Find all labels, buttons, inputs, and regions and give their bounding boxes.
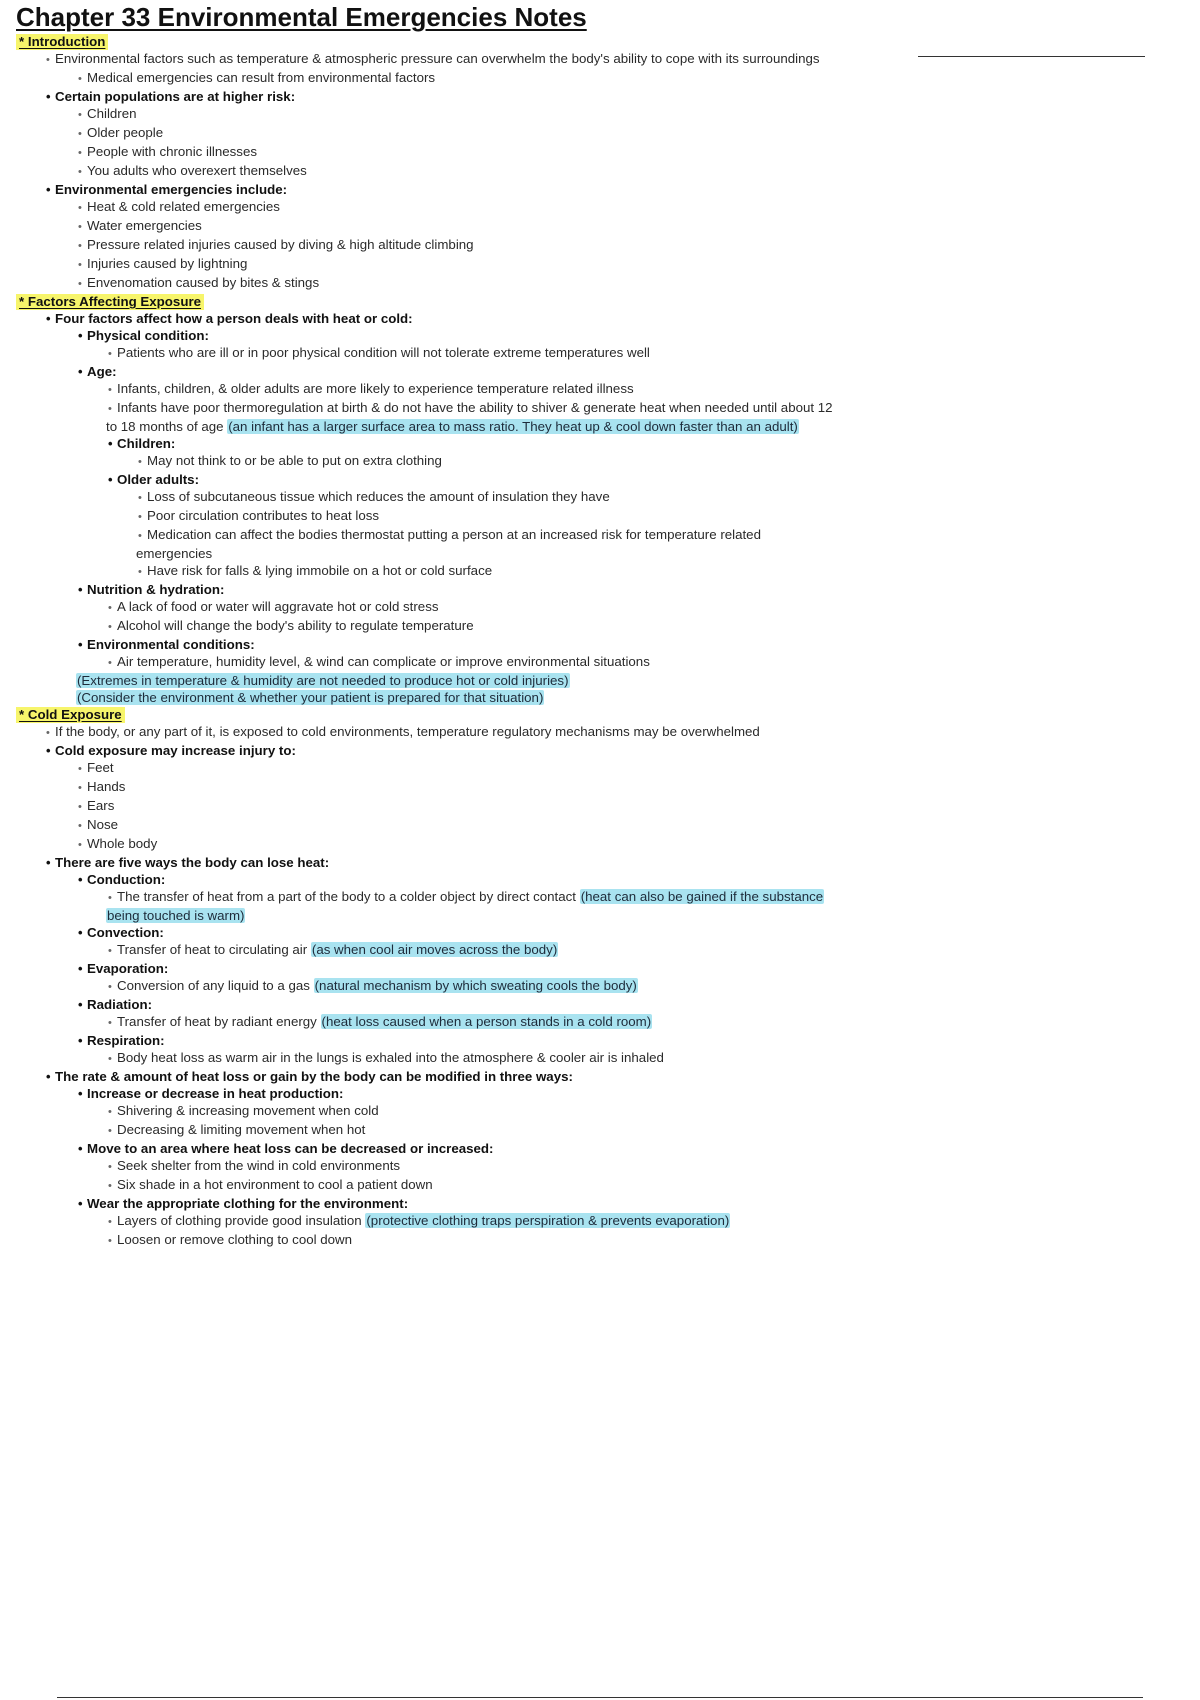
outline-item bbox=[0, 344, 1200, 363]
highlighted-note: (protective clothing traps perspiration & prevents evaporation) bbox=[366, 1213, 730, 1228]
outline-subheading bbox=[0, 581, 1200, 598]
outline-item-text: Poor circulation contributes to heat loss bbox=[147, 508, 380, 523]
outline-subheading bbox=[0, 1068, 1200, 1085]
bullet-icon: • bbox=[108, 1216, 112, 1228]
bullet-icon: • bbox=[78, 763, 82, 775]
outline-item bbox=[0, 1121, 1200, 1140]
outline-item bbox=[0, 452, 1200, 471]
outline-item-text: Convection: bbox=[87, 925, 164, 940]
bullet-icon: • bbox=[78, 73, 82, 85]
outline-subheading bbox=[0, 88, 1200, 105]
outline-subheading bbox=[0, 471, 1200, 488]
outline-item-text: Medical emergencies can result from environmental factors bbox=[87, 70, 436, 85]
section-heading-label: * Factors Affecting Exposure bbox=[16, 294, 204, 310]
outline-item-text: Six shade in a hot environment to cool a patient down bbox=[117, 1177, 433, 1192]
bullet-icon: • bbox=[138, 456, 142, 468]
bullet-icon: • bbox=[138, 566, 142, 578]
highlighted-note: (heat can also be gained if the substance bbox=[580, 889, 824, 904]
bullet-icon: • bbox=[108, 384, 112, 396]
outline-item-text: Heat & cold related emergencies bbox=[87, 199, 280, 214]
bullet-icon: • bbox=[78, 1033, 83, 1048]
outline-item-text: Cold exposure may increase injury to: bbox=[55, 743, 296, 758]
bullet-icon: • bbox=[108, 1235, 112, 1247]
outline-item bbox=[0, 598, 1200, 617]
bullet-icon: • bbox=[78, 961, 83, 976]
outline-item-text: Radiation: bbox=[87, 997, 153, 1012]
bullet-icon: • bbox=[108, 892, 112, 904]
highlighted-note: (heat loss caused when a person stands in a cold room) bbox=[321, 1014, 652, 1029]
outline-item bbox=[0, 797, 1200, 816]
outline-subheading bbox=[0, 1140, 1200, 1157]
outline-subheading bbox=[0, 1032, 1200, 1049]
outline-item-text: Pressure related injuries caused by diving & high altitude climbing bbox=[87, 237, 474, 252]
section-heading-label: * Cold Exposure bbox=[16, 707, 125, 723]
outline-item bbox=[0, 50, 1200, 69]
bullet-icon: • bbox=[78, 364, 83, 379]
bullet-icon: • bbox=[78, 128, 82, 140]
bullet-icon: • bbox=[108, 1180, 112, 1192]
bullet-icon: • bbox=[108, 472, 113, 487]
outline-item bbox=[0, 162, 1200, 181]
outline-item bbox=[0, 907, 1200, 924]
bullet-icon: • bbox=[78, 839, 82, 851]
bullet-icon: • bbox=[78, 801, 82, 813]
outline-item-text: Wear the appropriate clothing for the environment: bbox=[87, 1196, 409, 1211]
bullet-icon: • bbox=[108, 1017, 112, 1029]
outline-item-text: Ears bbox=[87, 798, 115, 813]
bullet-icon: • bbox=[108, 945, 112, 957]
bullet-icon: • bbox=[78, 820, 82, 832]
outline-subheading bbox=[0, 1195, 1200, 1212]
bullet-icon: • bbox=[78, 997, 83, 1012]
outline-item-text: emergencies bbox=[136, 546, 213, 561]
bullet-icon: • bbox=[138, 511, 142, 523]
outline-item-text: Age: bbox=[87, 364, 117, 379]
outline-item-text: Shivering & increasing movement when cold bbox=[117, 1103, 379, 1118]
outline-item-text: A lack of food or water will aggravate hot or cold stress bbox=[117, 599, 439, 614]
section-heading-label: * Introduction bbox=[16, 34, 108, 50]
outline-item-text: Body heat loss as warm air in the lungs is exhaled into the atmosphere & cooler air is inhaled bbox=[117, 1050, 664, 1065]
outline-item bbox=[0, 236, 1200, 255]
outline-item-text: Nose bbox=[87, 817, 119, 832]
outline-item bbox=[0, 1157, 1200, 1176]
bullet-icon: • bbox=[108, 1053, 112, 1065]
outline-item-text: Older people bbox=[87, 125, 164, 140]
bullet-icon: • bbox=[78, 259, 82, 271]
outline-item-text: Medication can affect the bodies thermostat putting a person at an increased risk for temperature related bbox=[147, 527, 761, 542]
bullet-icon: • bbox=[78, 166, 82, 178]
outline-item-text: Older adults: bbox=[117, 472, 200, 487]
outline-item-text: Seek shelter from the wind in cold environments bbox=[117, 1158, 401, 1173]
outline-item-text: Children: bbox=[117, 436, 176, 451]
outline-item-text: Whole body bbox=[87, 836, 158, 851]
outline-item bbox=[0, 105, 1200, 124]
bullet-icon: • bbox=[138, 530, 142, 542]
bullet-icon: • bbox=[108, 981, 112, 993]
outline-item-text: Evaporation: bbox=[87, 961, 169, 976]
outline-item bbox=[0, 1176, 1200, 1195]
bullet-icon: • bbox=[46, 54, 50, 66]
highlighted-note: being touched is warm) bbox=[107, 908, 245, 923]
outline-item-text: Certain populations are at higher risk: bbox=[55, 89, 296, 104]
outline-item bbox=[0, 835, 1200, 854]
outline-item-text: May not think to or be able to put on extra clothing bbox=[147, 453, 442, 468]
outline-item-text: Physical condition: bbox=[87, 328, 209, 343]
outline-item bbox=[0, 1013, 1200, 1032]
outline-subheading bbox=[0, 996, 1200, 1013]
outline-item bbox=[0, 1231, 1200, 1250]
outline-item-text: Infants, children, & older adults are more likely to experience temperature related illness bbox=[117, 381, 634, 396]
bullet-icon: • bbox=[78, 240, 82, 252]
bullet-icon: • bbox=[46, 743, 51, 758]
outline-item-text: Decreasing & limiting movement when hot bbox=[117, 1122, 366, 1137]
bullet-icon: • bbox=[78, 328, 83, 343]
outline-item-text: Envenomation caused by bites & stings bbox=[87, 275, 320, 290]
outline-item bbox=[0, 1102, 1200, 1121]
bullet-icon: • bbox=[108, 1161, 112, 1173]
bullet-icon: • bbox=[108, 621, 112, 633]
bullet-icon: • bbox=[108, 1106, 112, 1118]
outline-item-text: Patients who are ill or in poor physical condition will not tolerate extreme temperatures well bbox=[117, 345, 650, 360]
bullet-icon: • bbox=[78, 1196, 83, 1211]
outline-item bbox=[0, 488, 1200, 507]
notes-outline bbox=[0, 33, 1200, 1250]
outline-item bbox=[0, 562, 1200, 581]
bullet-icon: • bbox=[46, 855, 51, 870]
bullet-icon: • bbox=[78, 637, 83, 652]
bullet-icon: • bbox=[78, 147, 82, 159]
outline-item-text: Alcohol will change the body's ability to regulate temperature bbox=[117, 618, 474, 633]
outline-item-text: There are five ways the body can lose heat: bbox=[55, 855, 330, 870]
outline-item bbox=[0, 617, 1200, 636]
outline-item bbox=[0, 124, 1200, 143]
bullet-icon: • bbox=[46, 89, 51, 104]
bullet-icon: • bbox=[138, 492, 142, 504]
outline-item-text: Air temperature, humidity level, & wind can complicate or improve environmental situations bbox=[117, 654, 650, 669]
highlighted-note: (as when cool air moves across the body) bbox=[311, 942, 558, 957]
bullet-icon: • bbox=[46, 311, 51, 326]
outline-subheading bbox=[0, 742, 1200, 759]
bullet-icon: • bbox=[78, 925, 83, 940]
outline-item bbox=[0, 380, 1200, 399]
bullet-icon: • bbox=[108, 1125, 112, 1137]
outline-item-text: Conversion of any liquid to a gas bbox=[117, 978, 314, 993]
outline-item bbox=[0, 526, 1200, 545]
outline-item-text: The transfer of heat from a part of the body to a colder object by direct contact bbox=[117, 889, 580, 904]
outline-item-text: Infants have poor thermoregulation at birth & do not have the ability to shiver & generate heat when needed until about 12 bbox=[117, 400, 833, 415]
outline-subheading bbox=[0, 310, 1200, 327]
outline-item-text: Injuries caused by lightning bbox=[87, 256, 248, 271]
outline-item-text: Feet bbox=[87, 760, 114, 775]
highlighted-note: (Extremes in temperature & humidity are not needed to produce hot or cold injuries) bbox=[77, 673, 569, 688]
outline-subheading bbox=[0, 327, 1200, 344]
page-title: Chapter 33 Environmental Emergencies Notes bbox=[16, 2, 587, 32]
outline-item-text: to 18 months of age bbox=[106, 419, 228, 434]
bottom-divider-line bbox=[57, 1697, 1143, 1698]
bullet-icon: • bbox=[78, 1141, 83, 1156]
outline-item-text: The rate & amount of heat loss or gain by the body can be modified in three ways: bbox=[55, 1069, 573, 1084]
outline-item-text: Loosen or remove clothing to cool down bbox=[117, 1232, 353, 1247]
outline-subheading bbox=[0, 924, 1200, 941]
bullet-icon: • bbox=[78, 582, 83, 597]
outline-item-text: Four factors affect how a person deals with heat or cold: bbox=[55, 311, 413, 326]
outline-item bbox=[0, 217, 1200, 236]
bullet-icon: • bbox=[46, 1069, 51, 1084]
outline-subheading bbox=[0, 435, 1200, 452]
outline-item bbox=[0, 1049, 1200, 1068]
outline-item bbox=[0, 418, 1200, 435]
outline-subheading bbox=[0, 871, 1200, 888]
outline-item bbox=[0, 723, 1200, 742]
outline-item-text: Loss of subcutaneous tissue which reduces the amount of insulation they have bbox=[147, 489, 610, 504]
outline-subheading bbox=[0, 1085, 1200, 1102]
outline-item-text: Environmental factors such as temperature & atmospheric pressure can overwhelm the body's ability to cope with its surroundings bbox=[55, 51, 820, 66]
bullet-icon: • bbox=[108, 436, 113, 451]
outline-subheading bbox=[0, 854, 1200, 871]
bullet-icon: • bbox=[78, 202, 82, 214]
outline-item-text: Water emergencies bbox=[87, 218, 202, 233]
highlighted-note: (an infant has a larger surface area to mass ratio. They heat up & cool down faster than an adult) bbox=[228, 419, 798, 434]
outline-item bbox=[0, 399, 1200, 418]
bullet-icon: • bbox=[46, 182, 51, 197]
highlighted-note: (natural mechanism by which sweating cools the body) bbox=[314, 978, 637, 993]
outline-item bbox=[0, 888, 1200, 907]
bullet-icon: • bbox=[78, 221, 82, 233]
outline-item-text: Nutrition & hydration: bbox=[87, 582, 225, 597]
outline-item-text: Layers of clothing provide good insulation bbox=[117, 1213, 366, 1228]
outline-item bbox=[0, 778, 1200, 797]
outline-item bbox=[0, 672, 1200, 689]
bullet-icon: • bbox=[78, 782, 82, 794]
outline-item-text: Environmental emergencies include: bbox=[55, 182, 288, 197]
outline-item bbox=[0, 653, 1200, 672]
outline-item bbox=[0, 545, 1200, 562]
outline-item-text: Respiration: bbox=[87, 1033, 165, 1048]
bullet-icon: • bbox=[46, 727, 50, 739]
outline-item bbox=[0, 198, 1200, 217]
outline-subheading bbox=[0, 181, 1200, 198]
bullet-icon: • bbox=[78, 278, 82, 290]
outline-item-text: Conduction: bbox=[87, 872, 166, 887]
outline-item bbox=[0, 507, 1200, 526]
outline-item bbox=[0, 977, 1200, 996]
bullet-icon: • bbox=[108, 657, 112, 669]
highlighted-note: (Consider the environment & whether your patient is prepared for that situation) bbox=[77, 690, 544, 705]
section-heading bbox=[0, 293, 1200, 310]
outline-item-text: Environmental conditions: bbox=[87, 637, 255, 652]
outline-item bbox=[0, 689, 1200, 706]
outline-item-text: Transfer of heat to circulating air bbox=[117, 942, 311, 957]
outline-subheading bbox=[0, 363, 1200, 380]
bullet-icon: • bbox=[78, 109, 82, 121]
bullet-icon: • bbox=[108, 403, 112, 415]
outline-item bbox=[0, 816, 1200, 835]
outline-item-text: Move to an area where heat loss can be decreased or increased: bbox=[87, 1141, 494, 1156]
outline-subheading bbox=[0, 960, 1200, 977]
section-heading bbox=[0, 706, 1200, 723]
outline-subheading bbox=[0, 636, 1200, 653]
outline-item bbox=[0, 69, 1200, 88]
outline-item bbox=[0, 255, 1200, 274]
bullet-icon: • bbox=[108, 348, 112, 360]
section-heading bbox=[0, 33, 1200, 50]
bullet-icon: • bbox=[78, 1086, 83, 1101]
bullet-icon: • bbox=[78, 872, 83, 887]
outline-item bbox=[0, 143, 1200, 162]
outline-item bbox=[0, 1212, 1200, 1231]
outline-item-text: Transfer of heat by radiant energy bbox=[117, 1014, 321, 1029]
outline-item bbox=[0, 759, 1200, 778]
outline-item-text: People with chronic illnesses bbox=[87, 144, 257, 159]
outline-item-text: If the body, or any part of it, is exposed to cold environments, temperature regulatory mechanisms may be overwhelmed bbox=[55, 724, 760, 739]
outline-item-text: Have risk for falls & lying immobile on a hot or cold surface bbox=[147, 563, 493, 578]
outline-item bbox=[0, 274, 1200, 293]
outline-item-text: You adults who overexert themselves bbox=[87, 163, 307, 178]
outline-item-text: Increase or decrease in heat production: bbox=[87, 1086, 344, 1101]
bullet-icon: • bbox=[108, 602, 112, 614]
outline-item bbox=[0, 941, 1200, 960]
outline-item-text: Children bbox=[87, 106, 137, 121]
outline-item-text: Hands bbox=[87, 779, 126, 794]
